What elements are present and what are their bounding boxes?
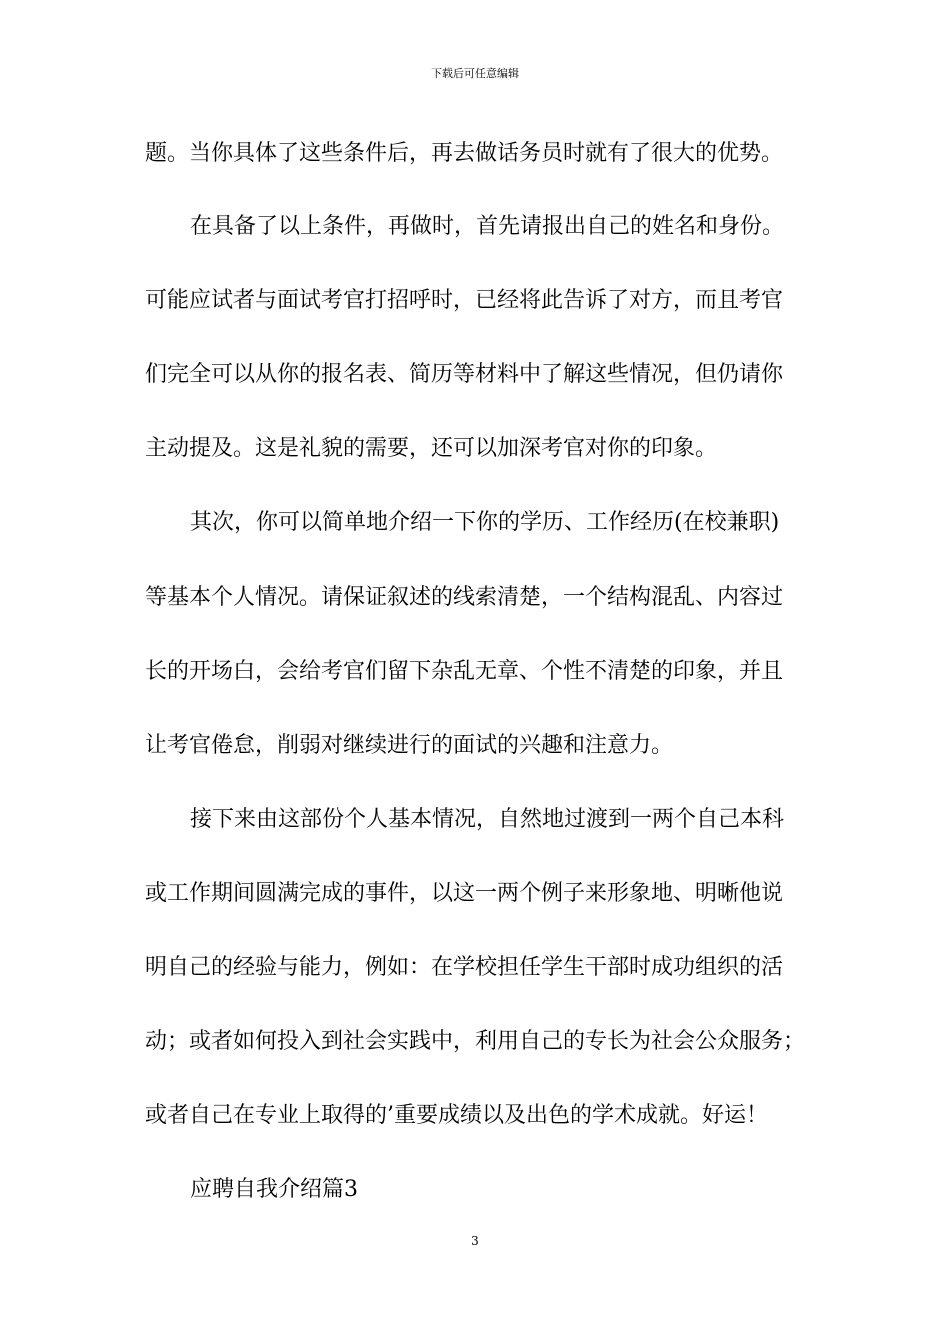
page-header: 下载后可任意编辑: [431, 67, 519, 80]
text-line: 主动提及。这是礼貌的需要，还可以加深考官对你的印象。: [145, 436, 718, 461]
text-line: 等基本个人情况。请保证叙述的线索清楚，一个结构混乱、内容过: [145, 585, 784, 610]
text-line: 在具备了以上条件，再做时，首先请报出自己的姓名和身份。: [190, 214, 785, 239]
text-line: 或工作期间圆满完成的事件，以这一两个例子来形象地、明晰他说: [145, 881, 784, 906]
text-line: 接下来由这部份个人基本情况，自然地过渡到一两个自己本科: [190, 807, 785, 832]
text-line: 们完全可以从你的报名表、简历等材料中了解这些情况，但仍请你: [145, 362, 784, 387]
page-number: 3: [471, 1234, 479, 1248]
text-line: 或者自己在专业上取得的’重要成绩以及出色的学术成就。好运！: [145, 1103, 768, 1128]
text-line: 让考官倦怠，削弱对继续进行的面试的兴趣和注意力。: [145, 733, 674, 758]
text-line: 长的开场白，会给考官们留下杂乱无章、个性不清楚的印象，并且: [145, 659, 784, 684]
text-line: 动；或者如何投入到社会实践中，利用自己的专长为社会公众服务；: [145, 1029, 806, 1054]
section-heading: 应聘自我介绍篇3: [190, 1177, 358, 1202]
text-line: 可能应试者与面试考官打招呼时，已经将此告诉了对方，而且考官: [145, 288, 784, 313]
text-line: 明自己的经验与能力，例如：在学校担任学生干部时成功组织的活: [145, 955, 784, 980]
text-line: 其次，你可以简单地介绍一下你的学历、工作经历(在校兼职): [190, 510, 780, 535]
text-line: 题。当你具体了这些条件后，再去做话务员时就有了很大的优势。: [145, 141, 784, 166]
